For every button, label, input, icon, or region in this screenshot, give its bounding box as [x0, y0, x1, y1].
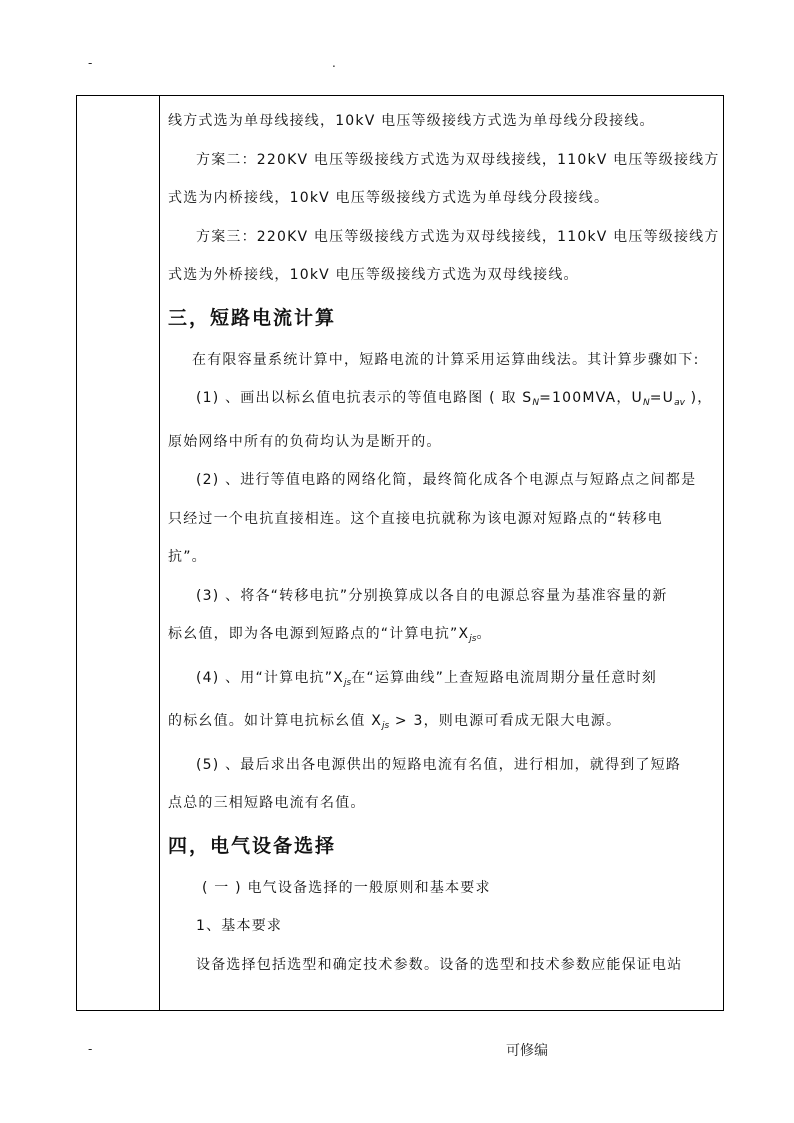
step-two-line2: 只经过一个电抗直接相连。这个直接电抗就称为该电源对短路点的“转移电	[168, 510, 663, 527]
step-three-text-b: 。	[476, 626, 492, 642]
step-three-line1: (3) 、将各“转移电抗”分别换算成以各自的电源总容量为基准容量的新	[196, 587, 668, 604]
table-content-cell	[168, 102, 720, 984]
step-two-line3: 抗”。	[168, 549, 207, 565]
step-four-subscript-js2: js	[382, 721, 390, 731]
step-three-subscript-js: js	[469, 634, 477, 644]
step-five-line2: 点总的三相短路电流有名值。	[168, 795, 366, 811]
step-one-line1	[168, 379, 716, 423]
step-four-line2	[168, 702, 716, 746]
step-four-line1	[168, 659, 716, 703]
subsection-basic-requirements: 1、基本要求	[196, 918, 283, 934]
table-column-divider	[159, 95, 160, 1011]
footer-editable-label: 可修编	[506, 1043, 548, 1059]
step-one-subscript-n2: N	[642, 398, 650, 408]
step-four-text-a: (4) 、用“计算电抗”X	[196, 669, 344, 686]
section-heading-short-circuit: 三，短路电流计算	[168, 306, 337, 329]
scheme-two-line2: 式选为内桥接线，10kV 电压等级接线方式选为单母线分段接线。	[168, 190, 610, 206]
step-four-text-b: 在“运算曲线”上查短路电流周期分量任意时刻	[351, 669, 657, 686]
step-one-text-c: =U	[649, 390, 675, 406]
step-one-text-b: =100MVA，U	[539, 390, 643, 406]
step-four-text-c: 的标幺值。如计算电抗标幺值 X	[168, 713, 383, 729]
step-three-line2	[168, 615, 716, 659]
paragraph-line: 线方式选为单母线接线，10kV 电压等级接线方式选为单母线分段接线。	[168, 113, 655, 129]
step-one-text-a: (1) 、画出以标幺值电抗表示的等值电路图 ( 取 S	[196, 390, 533, 406]
step-four-subscript-js: js	[343, 677, 352, 688]
scheme-two-line1: 方案二：220KV 电压等级接线方式选为双母线接线，110kV 电压等级接线方	[196, 151, 720, 168]
step-one-text-d: )，	[684, 390, 713, 406]
last-paragraph-line: 设备选择包括选型和确定技术参数。设备的选型和技术参数应能保证电站	[196, 956, 683, 973]
header-left-mark: -	[88, 56, 93, 70]
step-four-text-d: > 3，则电源可看成无限大电源。	[389, 713, 622, 729]
step-one-subscript-n: N	[532, 398, 540, 408]
step-two-line1: (2) 、进行等值电路的网络化简，最终简化成各个电源点与短路点之间都是	[196, 472, 697, 488]
step-one-line2: 原始网络中所有的负荷均认为是断开的。	[168, 433, 442, 450]
step-three-text-a: 标幺值，即为各电源到短路点的“计算电抗”X	[168, 626, 470, 642]
intro-paragraph: 在有限容量系统计算中，短路电流的计算采用运算曲线法。其计算步骤如下:	[192, 351, 700, 368]
footer-left-mark: -	[88, 1042, 93, 1056]
step-five-line1: (5) 、最后求出各电源供出的短路电流有名值，进行相加，就得到了短路	[196, 756, 682, 773]
step-one-subscript-av: av	[674, 398, 685, 408]
subsection-heading-principles: ( 一 ) 电气设备选择的一般原则和基本要求	[202, 879, 491, 896]
scheme-three-line2: 式选为外桥接线，10kV 电压等级接线方式选为双母线接线。	[168, 267, 579, 283]
scheme-three-line1: 方案三：220KV 电压等级接线方式选为双母线接线，110kV 电压等级接线方	[196, 228, 720, 245]
header-center-mark: .	[332, 56, 336, 70]
section-heading-equipment: 四，电气设备选择	[168, 834, 337, 857]
